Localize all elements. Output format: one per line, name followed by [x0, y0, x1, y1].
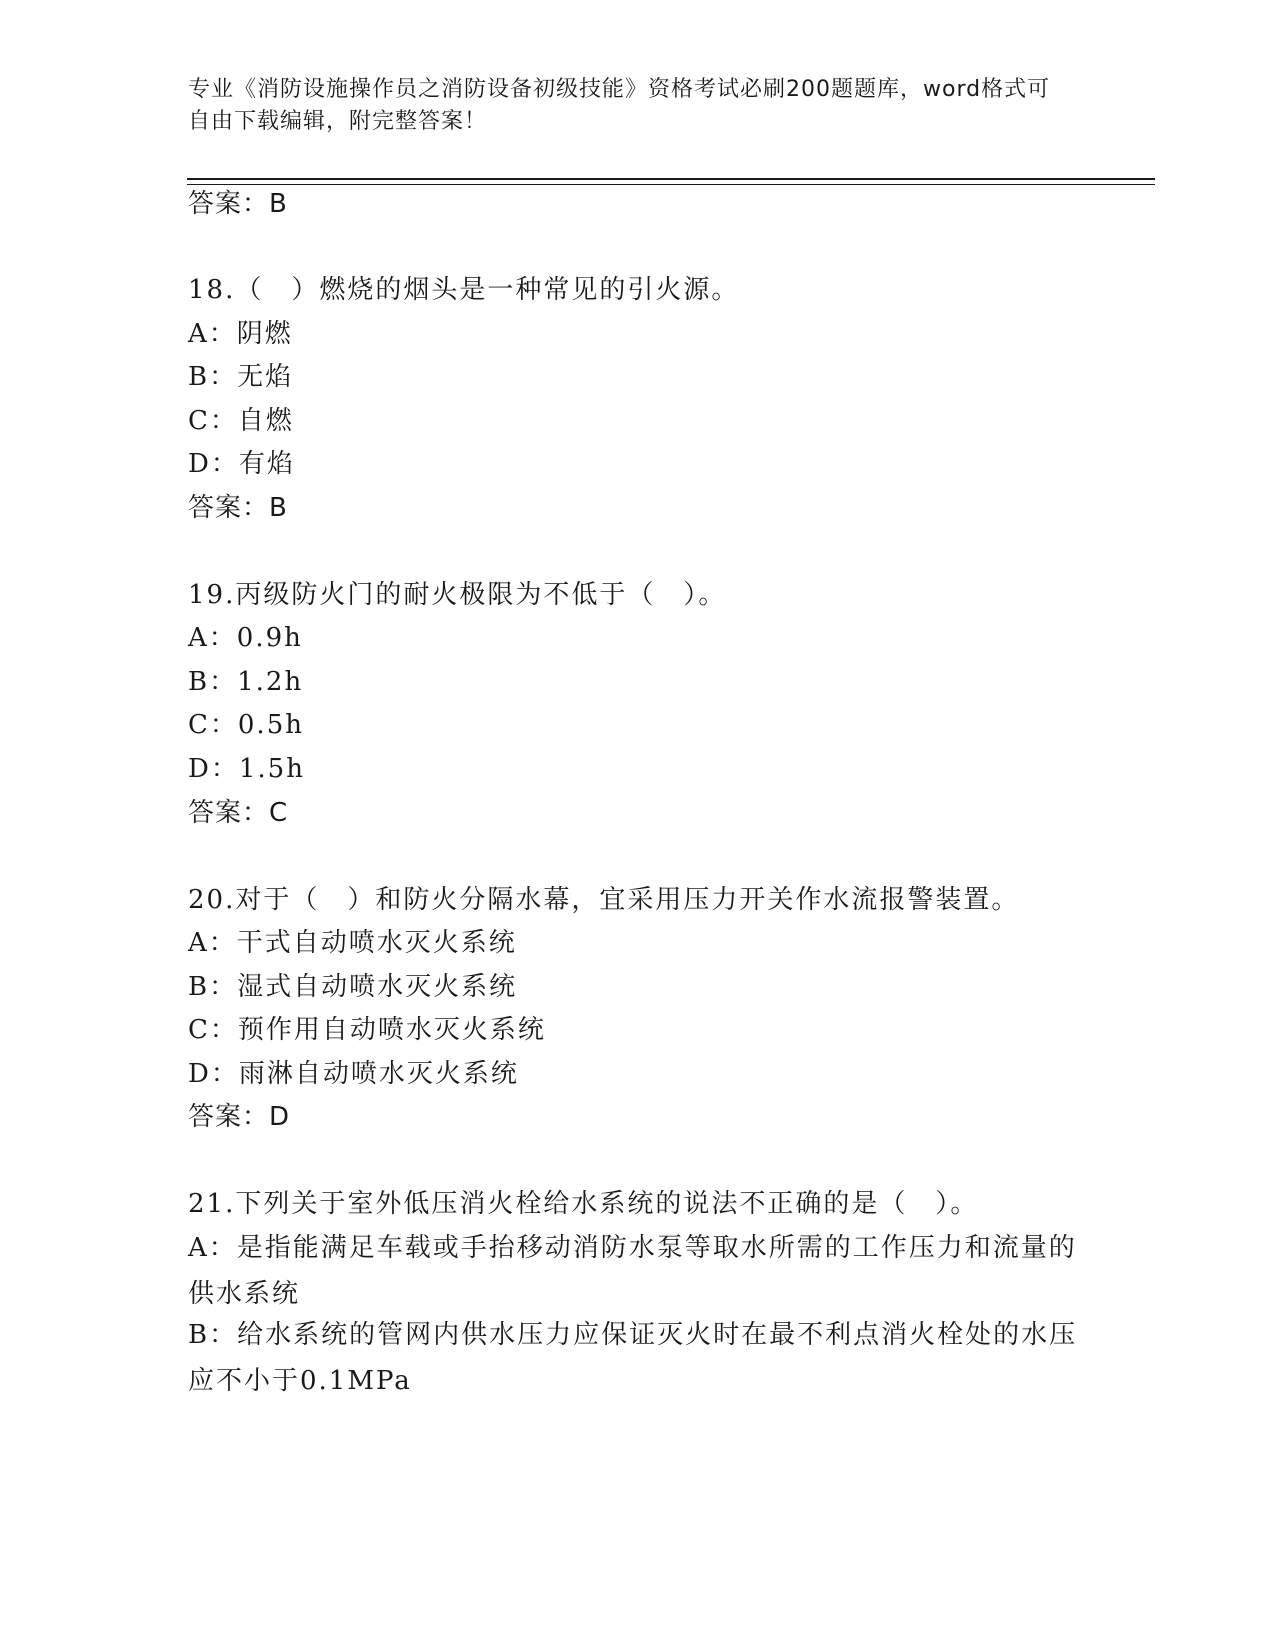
question-18-answer: 答案：B — [188, 493, 288, 523]
question-18-option-a: A：阴燃 — [188, 319, 293, 349]
question-20-option-d: D：雨淋自动喷水灭火系统 — [188, 1059, 519, 1089]
header-divider-thick — [187, 178, 1155, 180]
question-18-option-b: B：无焰 — [188, 362, 294, 392]
question-20-option-a: A：干式自动喷水灭火系统 — [188, 928, 517, 958]
question-19-stem: 19.丙级防火门的耐火极限为不低于（ ）。 — [188, 580, 727, 610]
question-20-stem: 20.对于（ ）和防火分隔水幕，宜采用压力开关作水流报警装置。 — [188, 885, 1020, 915]
question-20-option-c: C：预作用自动喷水灭火系统 — [188, 1015, 546, 1045]
question-19-option-d: D：1.5h — [188, 754, 305, 784]
question-21-option-b: B：给水系统的管网内供水压力应保证灭火时在最不利点消火栓处的水压应不小于0.1MPa — [188, 1320, 1078, 1396]
question-18-stem: 18.（ ）燃烧的烟头是一种常见的引火源。 — [188, 275, 740, 305]
question-21-option-a: A：是指能满足车载或手抬移动消防水泵等取水所需的工作压力和流量的供水系统 — [188, 1233, 1077, 1309]
question-19-answer: 答案：C — [188, 798, 289, 828]
previous-answer: 答案：B — [188, 189, 288, 219]
question-20-option-b: B：湿式自动喷水灭火系统 — [188, 972, 518, 1002]
question-19-option-c: C：0.5h — [188, 710, 304, 740]
question-18-option-d: D：有焰 — [188, 449, 295, 479]
question-21-stem: 21.下列关于室外低压消火栓给水系统的说法不正确的是（ ）。 — [188, 1189, 979, 1219]
question-18-option-c: C：自燃 — [188, 406, 294, 436]
header-divider-thin — [187, 184, 1155, 185]
document-header: 专业《消防设施操作员之消防设备初级技能》资格考试必刷200题题库，word格式可自由下载编辑，附完整答案！ — [188, 77, 1051, 134]
question-20-answer: 答案：D — [188, 1102, 291, 1132]
question-19-option-b: B：1.2h — [188, 667, 304, 697]
question-19-option-a: A：0.9h — [188, 623, 303, 653]
